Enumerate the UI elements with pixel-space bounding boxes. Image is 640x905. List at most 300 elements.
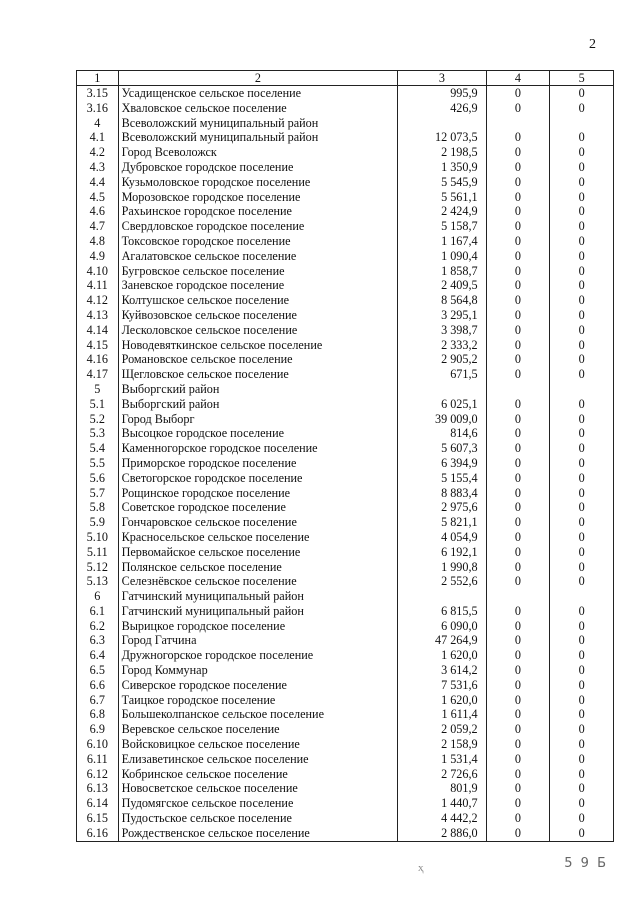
row-col-5 [550, 116, 614, 131]
row-col-5: 0 [550, 323, 614, 338]
row-number: 5.1 [77, 397, 119, 412]
row-name: Пудомягское сельское поселение [118, 796, 398, 811]
row-number: 5.2 [77, 412, 119, 427]
row-col-4: 0 [486, 367, 550, 382]
row-col-5: 0 [550, 471, 614, 486]
table-row [77, 589, 614, 604]
row-number: 5.4 [77, 441, 119, 456]
table-row [77, 707, 614, 722]
row-col-5: 0 [550, 574, 614, 589]
row-name: Морозовское городское поселение [118, 190, 398, 205]
row-value: 1 858,7 [398, 264, 486, 279]
row-col-4: 0 [486, 426, 550, 441]
row-col-4: 0 [486, 456, 550, 471]
row-name: Город Выборг [118, 412, 398, 427]
row-number: 6.8 [77, 707, 119, 722]
row-col-5: 0 [550, 752, 614, 767]
row-col-5: 0 [550, 190, 614, 205]
table-row [77, 752, 614, 767]
row-name: Советское городское поселение [118, 500, 398, 515]
header-col-2: 2 [118, 71, 398, 86]
row-value: 1 620,0 [398, 693, 486, 708]
row-col-4: 0 [486, 412, 550, 427]
row-value: 5 561,1 [398, 190, 486, 205]
row-name: Город Всеволожск [118, 145, 398, 160]
row-number: 6.14 [77, 796, 119, 811]
row-col-4: 0 [486, 293, 550, 308]
row-col-4: 0 [486, 530, 550, 545]
row-name: Куйвозовское сельское поселение [118, 308, 398, 323]
row-value: 1 440,7 [398, 796, 486, 811]
row-name: Дружногорское городское поселение [118, 648, 398, 663]
row-col-5 [550, 589, 614, 604]
row-col-4: 0 [486, 737, 550, 752]
table-row [77, 130, 614, 145]
row-name: Светогорское городское поселение [118, 471, 398, 486]
row-value: 1 620,0 [398, 648, 486, 663]
row-number: 5.8 [77, 500, 119, 515]
row-value: 6 815,5 [398, 604, 486, 619]
row-col-4: 0 [486, 574, 550, 589]
table-row [77, 116, 614, 131]
margin-mark: ҳ [418, 862, 424, 874]
table-row [77, 500, 614, 515]
row-col-4: 0 [486, 722, 550, 737]
row-number: 5.7 [77, 486, 119, 501]
row-number: 4.11 [77, 278, 119, 293]
table-row [77, 486, 614, 501]
row-name: Большеколпанское сельское поселение [118, 707, 398, 722]
table-row [77, 249, 614, 264]
row-value: 2 424,9 [398, 204, 486, 219]
row-name: Полянское сельское поселение [118, 560, 398, 575]
row-col-5: 0 [550, 293, 614, 308]
row-value [398, 116, 486, 131]
row-col-5: 0 [550, 604, 614, 619]
row-col-5: 0 [550, 219, 614, 234]
row-col-5: 0 [550, 707, 614, 722]
row-value: 2 409,5 [398, 278, 486, 293]
table-row [77, 367, 614, 382]
row-value: 2 059,2 [398, 722, 486, 737]
row-name: Высоцкое городское поселение [118, 426, 398, 441]
row-name: Пудостьское сельское поселение [118, 811, 398, 826]
row-name: Агалатовское сельское поселение [118, 249, 398, 264]
row-col-5: 0 [550, 234, 614, 249]
table-row [77, 278, 614, 293]
row-value: 426,9 [398, 101, 486, 116]
row-value: 995,9 [398, 86, 486, 101]
header-col-3: 3 [398, 71, 486, 86]
row-number: 4.8 [77, 234, 119, 249]
row-col-5: 0 [550, 86, 614, 101]
row-col-4: 0 [486, 826, 550, 841]
row-value: 5 155,4 [398, 471, 486, 486]
row-value: 2 198,5 [398, 145, 486, 160]
row-value: 1 990,8 [398, 560, 486, 575]
table-row [77, 441, 614, 456]
table-row [77, 352, 614, 367]
row-value: 4 054,9 [398, 530, 486, 545]
row-name: Таицкое городское поселение [118, 693, 398, 708]
row-number: 4.4 [77, 175, 119, 190]
row-value [398, 382, 486, 397]
table-row [77, 560, 614, 575]
row-name: Город Гатчина [118, 633, 398, 648]
row-number: 5.10 [77, 530, 119, 545]
row-number: 5.9 [77, 515, 119, 530]
row-value: 2 975,6 [398, 500, 486, 515]
row-col-4: 0 [486, 249, 550, 264]
row-col-4: 0 [486, 648, 550, 663]
row-value: 3 614,2 [398, 663, 486, 678]
row-number: 6.16 [77, 826, 119, 841]
table-row [77, 574, 614, 589]
row-name: Рождественское сельское поселение [118, 826, 398, 841]
row-number: 4.15 [77, 338, 119, 353]
row-name: Бугровское сельское поселение [118, 264, 398, 279]
row-name: Хваловское сельское поселение [118, 101, 398, 116]
row-col-4: 0 [486, 308, 550, 323]
row-name: Сиверское городское поселение [118, 678, 398, 693]
row-col-5: 0 [550, 633, 614, 648]
row-value: 1 611,4 [398, 707, 486, 722]
row-col-4: 0 [486, 323, 550, 338]
row-col-5: 0 [550, 145, 614, 160]
row-number: 6.1 [77, 604, 119, 619]
row-number: 4.16 [77, 352, 119, 367]
row-value: 2 726,6 [398, 767, 486, 782]
table-row [77, 811, 614, 826]
row-number: 4.17 [77, 367, 119, 382]
row-col-4: 0 [486, 560, 550, 575]
row-col-5: 0 [550, 796, 614, 811]
row-col-4: 0 [486, 278, 550, 293]
row-number: 5.11 [77, 545, 119, 560]
row-value: 5 158,7 [398, 219, 486, 234]
row-number: 4.5 [77, 190, 119, 205]
table-row [77, 204, 614, 219]
row-number: 5 [77, 382, 119, 397]
table-row [77, 678, 614, 693]
header-col-1: 1 [77, 71, 119, 86]
row-number: 4.3 [77, 160, 119, 175]
row-name: Гончаровское сельское поселение [118, 515, 398, 530]
row-value: 6 394,9 [398, 456, 486, 471]
table-row [77, 234, 614, 249]
row-number: 3.15 [77, 86, 119, 101]
table-row [77, 648, 614, 663]
table-row [77, 264, 614, 279]
table-row [77, 826, 614, 841]
row-number: 5.13 [77, 574, 119, 589]
table-row [77, 101, 614, 116]
row-value: 5 545,9 [398, 175, 486, 190]
row-value: 1 090,4 [398, 249, 486, 264]
row-col-4: 0 [486, 633, 550, 648]
table-row [77, 175, 614, 190]
row-name: Гатчинский муниципальный район [118, 589, 398, 604]
row-col-4: 0 [486, 338, 550, 353]
row-col-4: 0 [486, 752, 550, 767]
row-value: 5 607,3 [398, 441, 486, 456]
row-col-5: 0 [550, 722, 614, 737]
row-col-5: 0 [550, 500, 614, 515]
row-number: 4.2 [77, 145, 119, 160]
row-col-5: 0 [550, 352, 614, 367]
row-value: 8 883,4 [398, 486, 486, 501]
table-row [77, 338, 614, 353]
row-col-5: 0 [550, 530, 614, 545]
table-header-row [77, 71, 614, 86]
row-value: 47 264,9 [398, 633, 486, 648]
table-row [77, 426, 614, 441]
row-col-4: 0 [486, 811, 550, 826]
row-col-4: 0 [486, 397, 550, 412]
row-col-5: 0 [550, 441, 614, 456]
row-number: 6.3 [77, 633, 119, 648]
row-number: 6.9 [77, 722, 119, 737]
row-name: Кобринское сельское поселение [118, 767, 398, 782]
row-name: Усадищенское сельское поселение [118, 86, 398, 101]
row-col-5: 0 [550, 412, 614, 427]
row-col-5: 0 [550, 397, 614, 412]
table-body [77, 86, 614, 842]
row-value: 1 350,9 [398, 160, 486, 175]
header-col-4: 4 [486, 71, 550, 86]
row-number: 3.16 [77, 101, 119, 116]
row-col-5: 0 [550, 264, 614, 279]
table-row [77, 412, 614, 427]
row-number: 4.12 [77, 293, 119, 308]
row-col-4: 0 [486, 796, 550, 811]
row-number: 6.4 [77, 648, 119, 663]
row-name: Вырицкое городское поселение [118, 619, 398, 634]
budget-table [76, 70, 614, 842]
row-name: Рощинское городское поселение [118, 486, 398, 501]
table-row [77, 663, 614, 678]
row-col-5: 0 [550, 278, 614, 293]
row-col-5: 0 [550, 560, 614, 575]
row-name: Заневское городское поселение [118, 278, 398, 293]
row-col-4: 0 [486, 604, 550, 619]
row-number: 4.7 [77, 219, 119, 234]
row-col-4: 0 [486, 678, 550, 693]
row-number: 6.10 [77, 737, 119, 752]
row-number: 4.9 [77, 249, 119, 264]
row-number: 4.14 [77, 323, 119, 338]
row-col-5: 0 [550, 767, 614, 782]
row-col-4: 0 [486, 781, 550, 796]
row-col-4: 0 [486, 693, 550, 708]
header-col-5: 5 [550, 71, 614, 86]
row-col-4: 0 [486, 545, 550, 560]
row-col-5: 0 [550, 663, 614, 678]
row-col-4: 0 [486, 619, 550, 634]
row-value: 2 158,9 [398, 737, 486, 752]
row-name: Лесколовское сельское поселение [118, 323, 398, 338]
table-row [77, 323, 614, 338]
row-col-5: 0 [550, 308, 614, 323]
row-number: 6.5 [77, 663, 119, 678]
row-number: 6.15 [77, 811, 119, 826]
row-col-5 [550, 382, 614, 397]
table-row [77, 190, 614, 205]
row-col-4: 0 [486, 160, 550, 175]
row-col-4: 0 [486, 101, 550, 116]
row-col-5: 0 [550, 515, 614, 530]
row-value: 2 886,0 [398, 826, 486, 841]
row-value: 4 442,2 [398, 811, 486, 826]
page-stamp: 5 9 Б [564, 856, 608, 871]
row-col-5: 0 [550, 426, 614, 441]
row-number: 4.6 [77, 204, 119, 219]
table-row [77, 397, 614, 412]
row-name: Дубровское городское поселение [118, 160, 398, 175]
row-value: 7 531,6 [398, 678, 486, 693]
table-row [77, 767, 614, 782]
row-name: Рахьинское городское поселение [118, 204, 398, 219]
row-number: 4.1 [77, 130, 119, 145]
row-col-4: 0 [486, 86, 550, 101]
row-number: 6.12 [77, 767, 119, 782]
row-name: Селезнёвское сельское поселение [118, 574, 398, 589]
row-number: 6.2 [77, 619, 119, 634]
row-col-5: 0 [550, 249, 614, 264]
table-row [77, 382, 614, 397]
row-name: Романовское сельское поселение [118, 352, 398, 367]
row-number: 5.3 [77, 426, 119, 441]
row-col-4: 0 [486, 130, 550, 145]
row-col-5: 0 [550, 130, 614, 145]
row-name: Выборгский район [118, 397, 398, 412]
row-col-4: 0 [486, 352, 550, 367]
table-row [77, 633, 614, 648]
table-row [77, 86, 614, 101]
row-col-5: 0 [550, 737, 614, 752]
row-name: Кузьмоловское городское поселение [118, 175, 398, 190]
row-col-4 [486, 382, 550, 397]
row-col-4: 0 [486, 486, 550, 501]
row-number: 6.13 [77, 781, 119, 796]
row-col-4: 0 [486, 190, 550, 205]
row-number: 6.11 [77, 752, 119, 767]
row-col-4: 0 [486, 441, 550, 456]
row-value: 6 025,1 [398, 397, 486, 412]
row-value: 801,9 [398, 781, 486, 796]
row-col-4: 0 [486, 204, 550, 219]
row-number: 6 [77, 589, 119, 604]
row-value: 8 564,8 [398, 293, 486, 308]
table-row [77, 160, 614, 175]
table-row [77, 781, 614, 796]
row-value: 2 333,2 [398, 338, 486, 353]
row-value: 12 073,5 [398, 130, 486, 145]
row-name: Всеволожский муниципальный район [118, 130, 398, 145]
row-number: 5.6 [77, 471, 119, 486]
row-name: Войсковицкое сельское поселение [118, 737, 398, 752]
row-col-5: 0 [550, 160, 614, 175]
table-row [77, 456, 614, 471]
row-name: Каменногорское городское поселение [118, 441, 398, 456]
row-value: 3 295,1 [398, 308, 486, 323]
row-value: 814,6 [398, 426, 486, 441]
table-row [77, 308, 614, 323]
table-row [77, 722, 614, 737]
table-row [77, 693, 614, 708]
row-col-5: 0 [550, 693, 614, 708]
table-row [77, 737, 614, 752]
row-name: Приморское городское поселение [118, 456, 398, 471]
page-number: 2 [589, 37, 596, 52]
row-col-4: 0 [486, 515, 550, 530]
row-col-4: 0 [486, 663, 550, 678]
table-row [77, 293, 614, 308]
row-value: 6 192,1 [398, 545, 486, 560]
row-col-5: 0 [550, 619, 614, 634]
row-col-4: 0 [486, 500, 550, 515]
row-col-4: 0 [486, 175, 550, 190]
row-col-5: 0 [550, 486, 614, 501]
table-row [77, 219, 614, 234]
row-name: Новодевяткинское сельское поселение [118, 338, 398, 353]
table-row [77, 619, 614, 634]
row-value: 2 552,6 [398, 574, 486, 589]
row-number: 5.12 [77, 560, 119, 575]
row-number: 6.7 [77, 693, 119, 708]
row-col-5: 0 [550, 338, 614, 353]
row-name: Новосветское сельское поселение [118, 781, 398, 796]
row-value: 671,5 [398, 367, 486, 382]
row-col-4: 0 [486, 707, 550, 722]
row-col-5: 0 [550, 545, 614, 560]
row-value [398, 589, 486, 604]
row-name: Всеволожский муниципальный район [118, 116, 398, 131]
row-name: Выборгский район [118, 382, 398, 397]
row-col-5: 0 [550, 826, 614, 841]
row-col-5: 0 [550, 648, 614, 663]
table-row [77, 545, 614, 560]
table-row [77, 604, 614, 619]
row-value: 5 821,1 [398, 515, 486, 530]
row-number: 6.6 [77, 678, 119, 693]
row-col-5: 0 [550, 781, 614, 796]
row-col-4: 0 [486, 471, 550, 486]
row-value: 1 167,4 [398, 234, 486, 249]
row-name: Елизаветинское сельское поселение [118, 752, 398, 767]
row-name: Свердловское городское поселение [118, 219, 398, 234]
row-value: 39 009,0 [398, 412, 486, 427]
row-col-5: 0 [550, 367, 614, 382]
table-row [77, 471, 614, 486]
row-name: Веревское сельское поселение [118, 722, 398, 737]
row-col-5: 0 [550, 101, 614, 116]
row-name: Красносельское сельское поселение [118, 530, 398, 545]
row-name: Город Коммунар [118, 663, 398, 678]
row-number: 4.13 [77, 308, 119, 323]
row-name: Гатчинский муниципальный район [118, 604, 398, 619]
row-value: 6 090,0 [398, 619, 486, 634]
row-name: Первомайское сельское поселение [118, 545, 398, 560]
row-col-5: 0 [550, 811, 614, 826]
row-number: 4 [77, 116, 119, 131]
row-name: Колтушское сельское поселение [118, 293, 398, 308]
row-col-5: 0 [550, 204, 614, 219]
row-name: Щегловское сельское поселение [118, 367, 398, 382]
row-col-4 [486, 589, 550, 604]
row-value: 1 531,4 [398, 752, 486, 767]
row-col-4: 0 [486, 234, 550, 249]
